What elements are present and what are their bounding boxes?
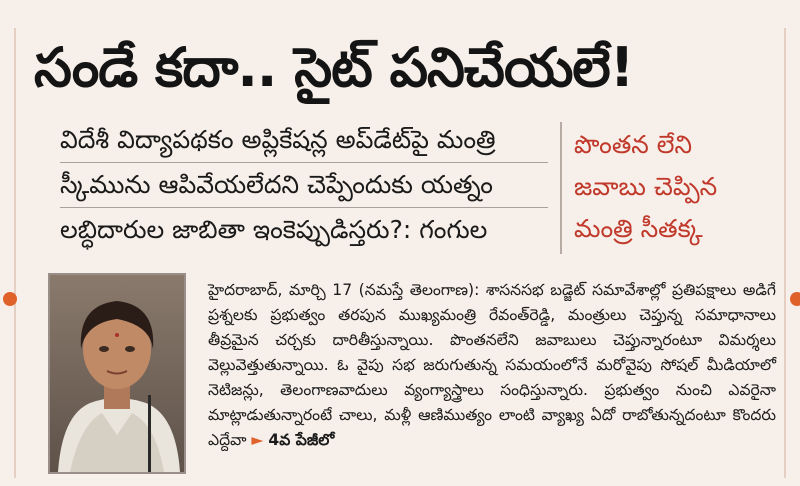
column-divider	[560, 122, 562, 254]
side-title	[574, 124, 774, 250]
continued-on-page[interactable]: 4వ పేజీలో	[268, 431, 335, 449]
headline: సండే కదా.. సైట్ పనిచేయలే!	[34, 36, 634, 99]
right-margin-rule	[784, 28, 786, 478]
right-marker-dot	[790, 292, 800, 306]
subheading-2: స్కీమును ఆపివేయలేదని చెప్పేందుకు యత్నం	[60, 163, 548, 208]
article-text: హైదరాబాద్, మార్చి 17 (నమస్తే తెలంగాణ): శాసనసభ బడ్జెట్ సమావేశాల్లో ప్రతిపక్షాలు అడిగే ప్రశ్నలకు ప్రభుత్వం తరపున ముఖ్యమంత్రి రేవంత్‌రెడ్డి, మంత్రులు చెప్తున్న సమాధానాలు తీవ్రమైన చర్చకు దారితీస్తున్నాయి. పొంతనలేని జవాబులు చెప్తున్నారంటూ విమర్శలు వెల్లువెత్తుతున్నాయి. ఓ వైపు సభ జరుగుతున్న సమయంలోనే మరోవైపు సోషల్ మీడియాలో నెటిజన్లు, తెలంగాణవాదులు వ్యంగ్యాస్త్రాలు సంధిస్తున్నారు. ప్రభుత్వం నుంచి ఎవరైనా మాట్లాడుతున్నారంటే చాలు, మళ్లీ ఆణిముత్యం లాంటి వ్యాఖ్య ఏదో రాబోతున్నదంటూ కొందరు ఎద్దేవా	[208, 281, 776, 449]
side-title-line-2: జవాబు చెప్పిన	[574, 172, 718, 201]
continuation-arrow-icon: ►	[251, 431, 264, 449]
subheadings	[60, 118, 548, 252]
side-title-line-1: పొంతన లేని	[574, 130, 693, 159]
left-margin-rule	[14, 28, 16, 478]
left-marker-dot	[3, 292, 17, 306]
subheading-3: లబ్ధిదారుల జాబితా ఇంకెప్పుడిస్తరు?: గంగుల	[60, 215, 488, 244]
portrait-photo	[48, 273, 186, 474]
portrait-illustration	[50, 275, 184, 472]
article-body	[208, 278, 776, 453]
side-title-line-3: మంత్రి సీతక్క	[574, 214, 703, 243]
subheading-1: విదేశీ విద్యాపథకం అప్లికేషన్ల అప్‌డేట్‌పై మంత్రి	[60, 118, 548, 163]
